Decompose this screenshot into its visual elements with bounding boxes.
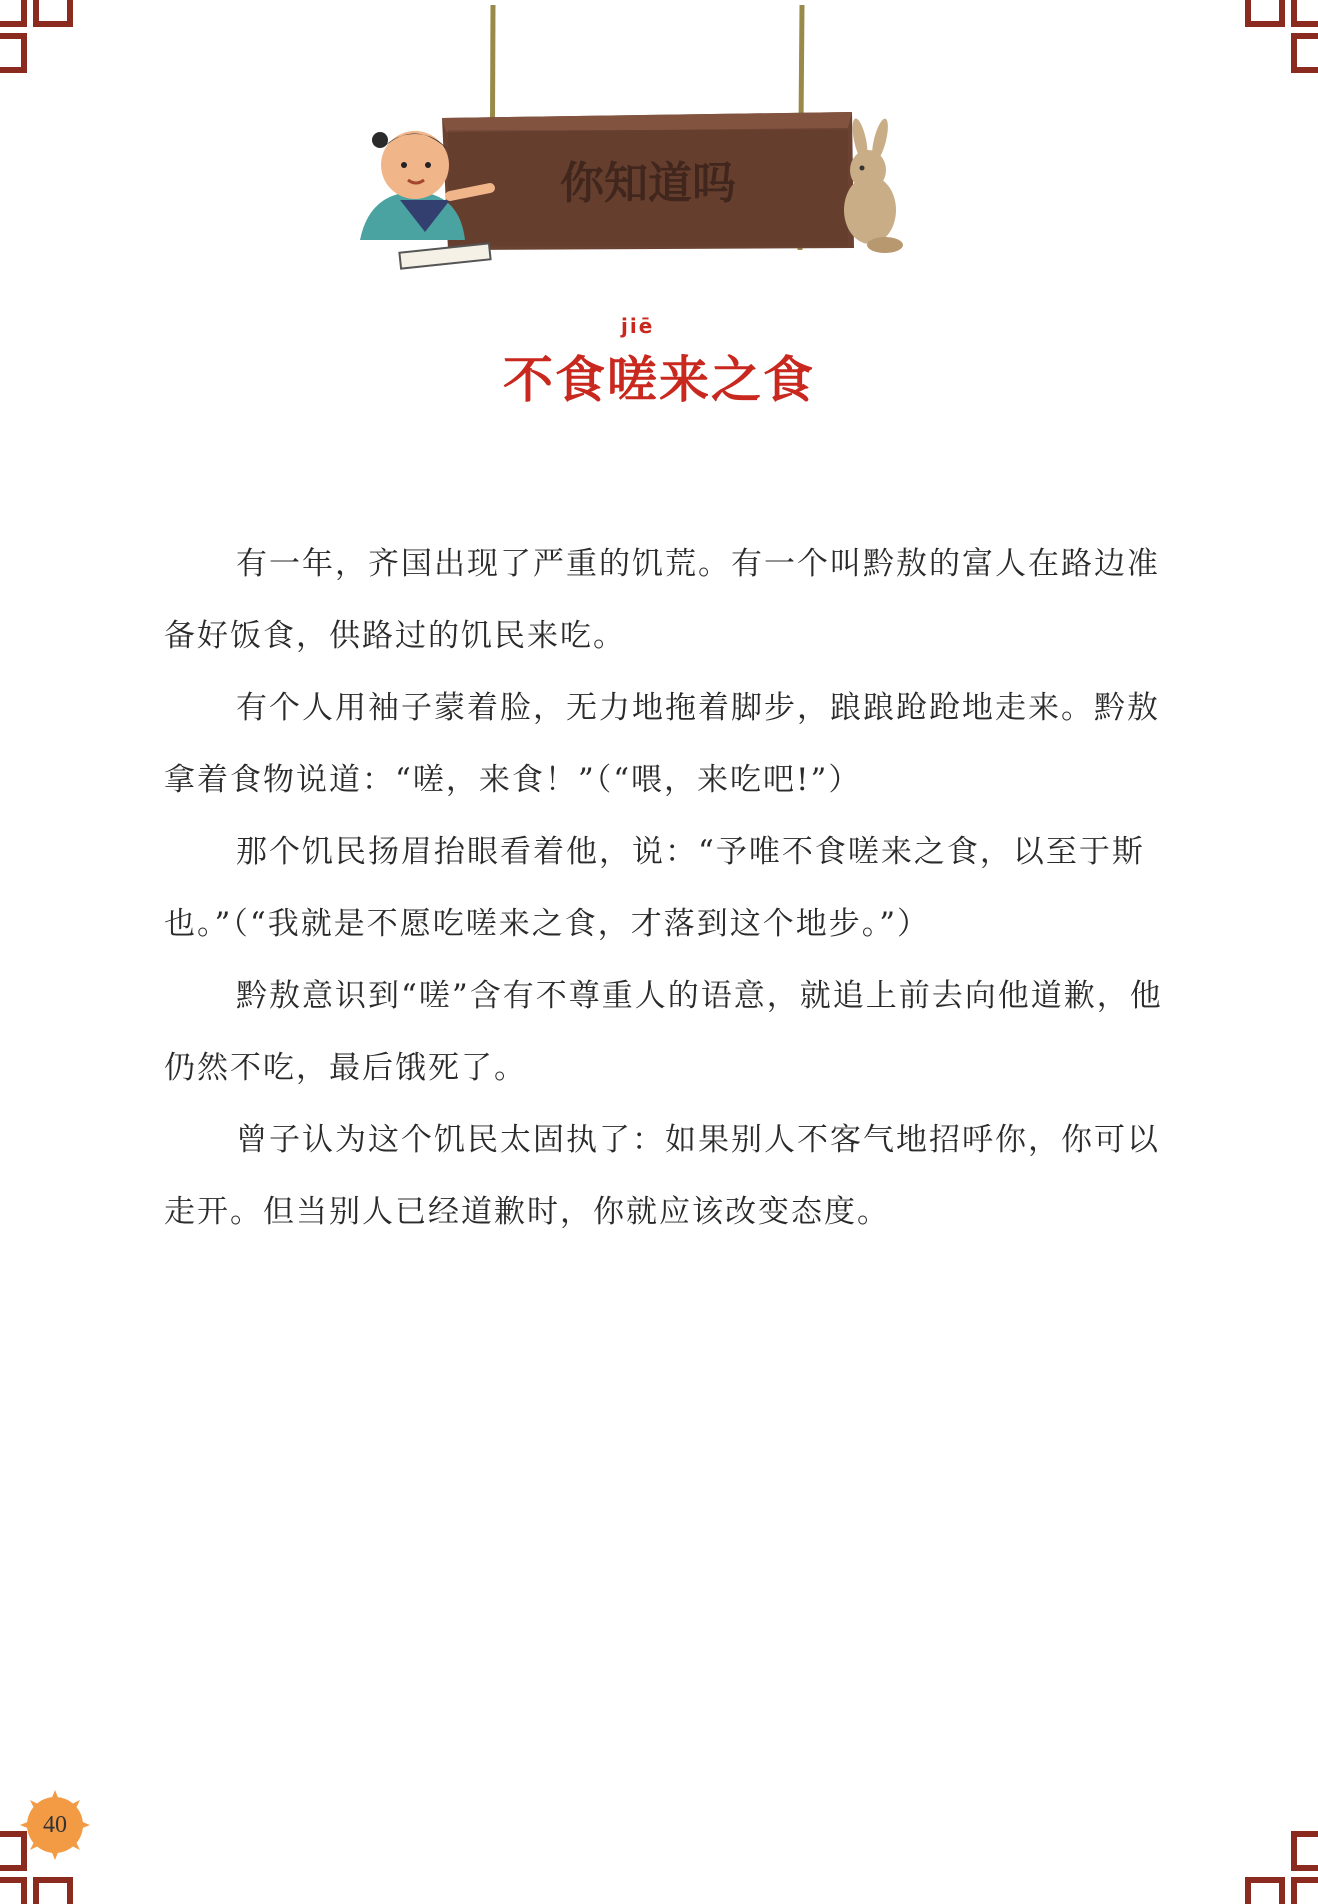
sign-text: 你知道吗 (560, 158, 736, 209)
paragraph: 那个饥民扬眉抬眼看着他，说：“予唯不食嗟来之食，以至于斯也。”（“我就是不愿吃嗟来之食，才落到这个地步。”） (164, 834, 1145, 942)
title-pinyin-annotation: jiē (621, 314, 655, 338)
story-title-text: 不食嗟来之食 (503, 351, 815, 409)
story-body (164, 528, 1164, 1248)
page-number-badge (20, 1790, 90, 1860)
story-title (503, 314, 815, 412)
corner-ornament-top-right (1238, 0, 1318, 80)
paragraph: 曾子认为这个饥民太固执了：如果别人不客气地招呼你，你可以走开。但当别人已经道歉时，你就应该改变态度。 (164, 1122, 1160, 1230)
banner-illustration (340, 0, 920, 300)
story-title-block (0, 314, 1318, 412)
paragraph: 有一年，齐国出现了严重的饥荒。有一个叫黔敖的富人在路边准备好饭食，供路过的饥民来吃。 (164, 546, 1160, 654)
page-number: 40 (43, 1812, 67, 1838)
paragraph: 有个人用袖子蒙着脸，无力地拖着脚步，踉踉跄跄地走来。黔敖拿着食物说道：“嗟，来食！”（“喂，来吃吧!”） (164, 690, 1160, 798)
corner-ornament-top-left (0, 0, 80, 80)
corner-ornament-bottom-right (1238, 1824, 1318, 1904)
paragraph: 黔敖意识到“嗟”含有不尊重人的语意，就追上前去向他道歉，他仍然不吃，最后饿死了。 (164, 978, 1163, 1086)
rabbit-character-icon (844, 117, 903, 253)
